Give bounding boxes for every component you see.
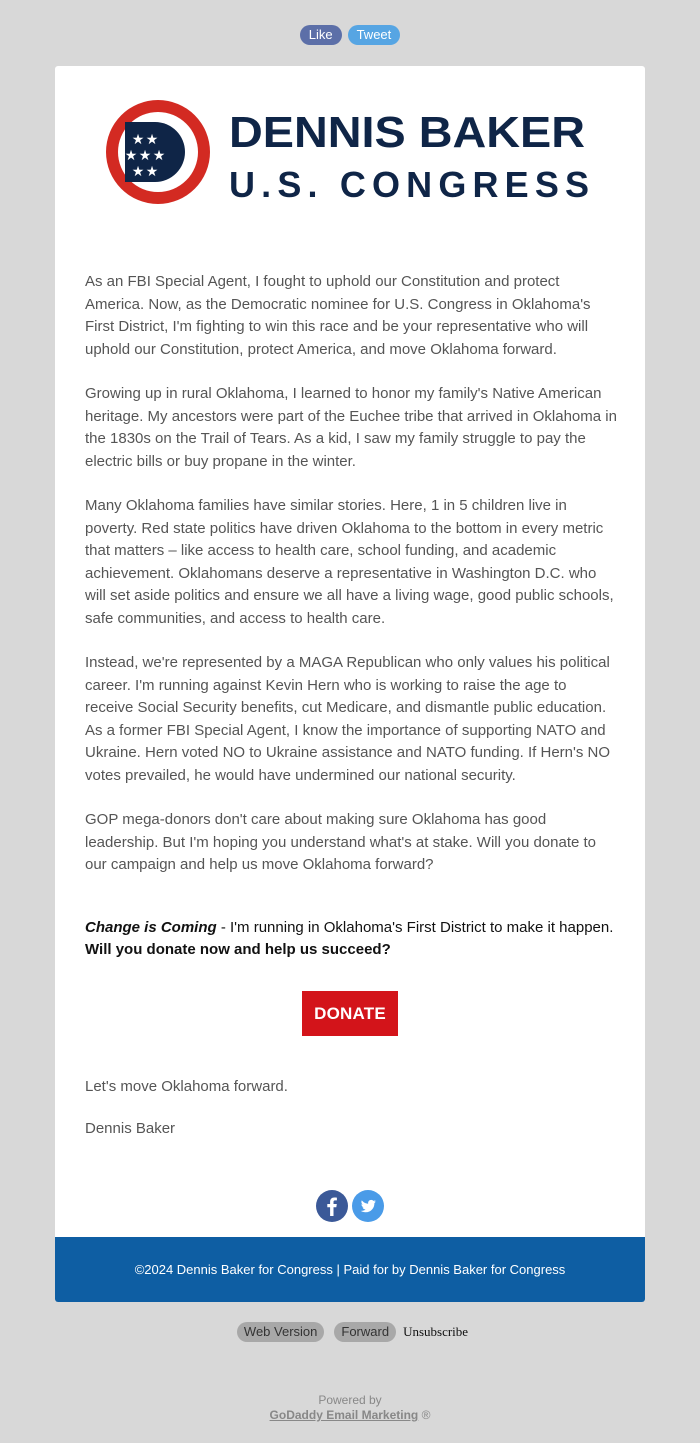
bottom-links (0, 1322, 700, 1342)
svg-text:★: ★ (152, 148, 166, 164)
facebook-icon[interactable] (316, 1190, 348, 1222)
registered-mark: ® (421, 1408, 431, 1422)
logo-graphic (105, 99, 595, 209)
forward-link[interactable]: Forward (334, 1322, 396, 1342)
signoff-line: Let's move Oklahoma forward. (85, 1078, 288, 1095)
social-icons (55, 1190, 645, 1222)
cta-question: Will you donate now and help us succeed? (85, 941, 391, 958)
donate-button[interactable]: DONATE (302, 991, 398, 1036)
tweet-button[interactable]: Tweet (348, 25, 401, 45)
powered-by (0, 1393, 700, 1423)
logo-subtitle: U.S. CONGRESS (229, 164, 589, 205)
svg-text:★: ★ (124, 148, 138, 164)
powered-by-line (0, 1408, 700, 1423)
svg-text:★: ★ (131, 164, 145, 180)
paragraph-2: Growing up in rural Oklahoma, I learned to honor my family's Native American heritage. My ancestors were part of the Euchee tribe that arrived in Oklahoma in the 1830s on the Trail of Tears. As a kid, I saw my family struggle to pay the electric bills or buy propane in the winter. (85, 385, 617, 470)
powered-by-prefix: Powered by (318, 1393, 382, 1407)
paragraph-1: As an FBI Special Agent, I fought to uphold our Constitution and protect America. Now, as the Democratic nominee for U.S. Congress in Oklahoma's First District, I'm fighting to win this race and be your representative who will uphold our Constitution, protect America, and move Oklahoma forward. (85, 273, 591, 358)
twitter-icon[interactable] (352, 1190, 384, 1222)
paragraph-5: GOP mega-donors don't care about making sure Oklahoma has good leadership. But I'm hoping you understand what's at stake. Will you donate to our campaign and help us move Oklahoma forward? (85, 811, 597, 873)
svg-text:★: ★ (145, 132, 159, 148)
logo-name: DENNIS BAKER (229, 108, 585, 157)
svg-text:★: ★ (138, 148, 152, 164)
godaddy-link[interactable]: GoDaddy Email Marketing (269, 1408, 419, 1422)
unsubscribe-link[interactable]: Unsubscribe (403, 1324, 469, 1339)
svg-text:★: ★ (131, 132, 145, 148)
cta-paragraph (85, 917, 617, 962)
cta-text: - I'm running in Oklahoma's First District to make it happen. (216, 918, 614, 936)
cta-emphasis: Change is Coming (85, 918, 217, 936)
email-body (85, 271, 617, 962)
email-card (55, 66, 645, 1302)
signoff (85, 1078, 288, 1162)
share-bar (0, 25, 700, 45)
svg-text:★: ★ (145, 164, 159, 180)
campaign-logo (105, 99, 595, 209)
paragraph-3: Many Oklahoma families have similar stories. Here, 1 in 5 children live in poverty. Red state politics have driven Oklahoma to the bottom in every metric that matters – like access to health care, school funding, and academic achievement. Oklahomans deserve a representative in Washington D.C. who will set aside politics and ensure we all have a living wage, good public schools, safe communities, and access to health care. (85, 497, 614, 627)
signoff-name: Dennis Baker (85, 1120, 176, 1137)
paragraph-4: Instead, we're represented by a MAGA Republican who only values his political career. I'm running against Kevin Hern who is working to raise the age to receive Social Security benefits, cut Medicare, and dismantle public education. As a former FBI Special Agent, I know the importance of supporting NATO and Ukraine. Hern voted NO to Ukraine assistance and NATO funding. If Hern's NO votes prevailed, he would have undermined our national security. (85, 654, 611, 784)
footer-band (55, 1237, 645, 1302)
donate-wrap (55, 991, 645, 1036)
facebook-like-button[interactable]: Like (300, 25, 342, 45)
web-version-link[interactable]: Web Version (237, 1322, 324, 1342)
footer-text: ©2024 Dennis Baker for Congress | Paid for by Dennis Baker for Congress (134, 1262, 566, 1277)
